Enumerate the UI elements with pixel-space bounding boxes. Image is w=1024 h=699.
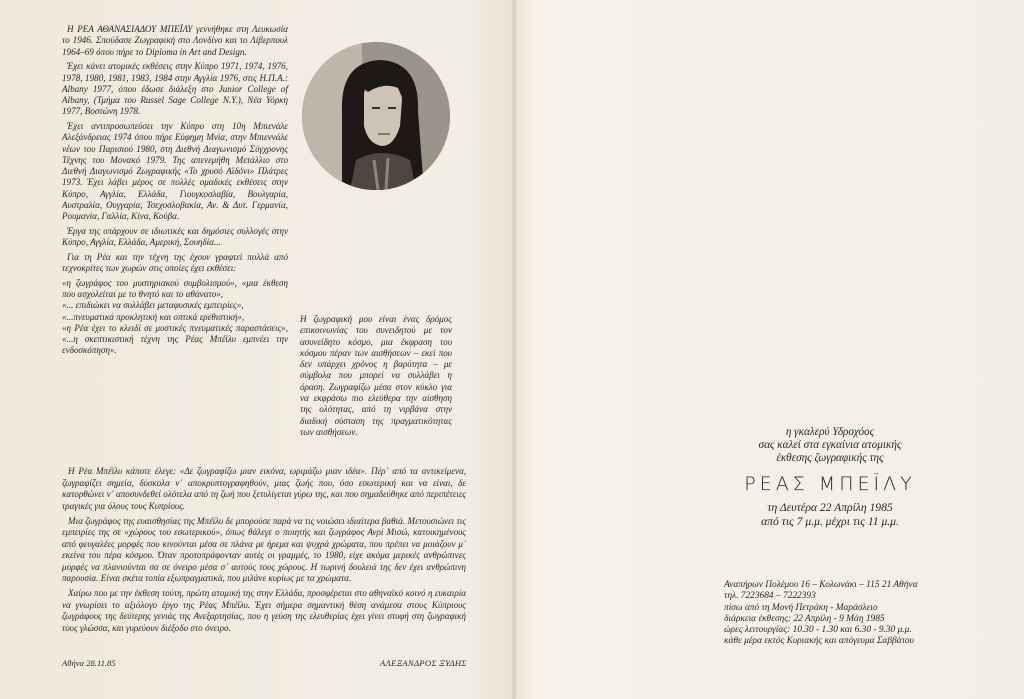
duration-line: διάρκεια έκθεσης: 22 Απρίλη - 9 Μάη 1985 [724,613,885,624]
address-line: Αναπήρων Πολέμου 16 – Κολωνάκι – 115 21 Αθήνα [724,580,918,590]
opening-date: τη Δευτέρα 22 Απρίλη 1985 [767,501,893,514]
days-line: κάθε μέρα εκτός Κυριακής και απόγευμα Σαββάτου [724,636,914,647]
essay-paragraph: Χαίρω που με την έκθεση τούτη, πρώτη ατομική της στην Ελλάδα, προσφέρεται στο αθηναϊκό κοινό η ευκαιρία να γνωρίσει το αξιόλογο έργο της Ρέας Μπέϊλυ. Έχει σήμερα σημαντική θέση ανάμεσα στους Κύπριους ζωγράφους της δεύτερης γενιάς της Ανεξαρτησίας, που η γεύση της ελευθερίας έχει γίνει στυφή στη ζωγραφική τους γλώσσα, και γυρεύουν διέξοδο στο όνειρο. [62,588,466,633]
gallery-address-block [724,580,974,648]
essay-paragraph: Μια ζωγράφος της ευαισθησίας της Μπέϊλυ δε μπορούσε παρά να τις νοιώσει ιδιαίτερα βαθιά. Μετουσιώνει τις εμπειρίες της σε «χώρους του εσωτερικού», όπως θάλεγε ο ποιητής και ζωγράφος Ανρί Μισώ, κατοικημένους από φευγαλέες μορφές που κινούνται μέσα σε πλάνα με ήρεμα και ψυχρά χρώματα, που πρέπει να μοιάζουν μ᾽ εκείνα του πέρα κόσμου. Όταν προτοπράφονταν αυτές οι γραμμές, το 1980, είχε ακόμα μερικές ανθρώπινες μορφές να πλανιούνται σα σε όνειρο μέσα σ᾽ αυτούς τους χώρους. Η τωρινή δουλειά της δεν έχει ανθρώπινη παρουσία. Είναι σκέτα τοπία εξωπραγματικά, που μιλάνε κυρίως με τα χρώματα. [62,515,466,583]
invitation-line: η γκαλερύ Υδροχόος [785,426,875,438]
invitation-line: σας καλεί στα εγκαίνια ατομικής [758,439,902,451]
page-fold [511,0,517,699]
phone-line: τηλ. 7223684 – 7222393 [724,591,816,602]
place-date: Αθήνα 28.11.85 [62,658,116,668]
directions-line: πίσω από τη Μονή Πετράκη - Μαράσλειο [724,602,878,613]
critic-quote: «...πνευματικά προκλητική και οπτικά ερεθιστική», [62,311,245,322]
bio-paragraph: Για τη Ρέα και την τέχνη της έχουν γραφτεί πολλά από τεχνοκρίτες των χωρών στις οποίες έχει εκθέσει: [62,251,288,273]
artist-statement: Η ζωγραφική μου είναι ένας δρόμος επικοινωνίας του συνειδητού με τον ασυνείδητο κόσμο, μια έκφραση του κόσμου πέραν των αισθήσεων – εκεί που δεν υπάρχει χρόνος η βαρύτητα – με σύμβολα που μπορεί να συλλάβει η όραση. Ζωγραφίζω μέσα στον κύκλο για να εκφράσω πιο ελεύθερα την αίσθηση της ολότητας, από τη νιρβάνα στην διαδική σύσταση της πραγματικότητας των αισθήσεων. [300,314,452,437]
essay-paragraph: Η Ρέα Μπέϊλυ κάποτε έλεγε: «Δε ζωγραφίζω μιαν εικόνα, ωριμάζω μιαν ιδέα». Πέρ᾽ από τα αντικείμενα, ζωγραφίζει σημεία, δύσκολα ν᾽ αποκρυπτογραφηθούν, μιας ζωής που, όσο εσωτερική και να είναι, δε κατορθώνει ν᾽ αποσυνδεθεί ολότελα από τη ζωή που ξετυλίγεται γύρω της, και που σημαδεύθηκε από περιπέτειες τραγικές για όλους τους Κυπρίους. [62,466,466,511]
invitation-line: έκθεσης ζωγραφικής της [776,452,884,464]
bio-paragraph: Έχει κάνει ατομικές εκθέσεις στην Κύπρο 1971, 1974, 1976, 1978, 1980, 1981, 1983, 1984 στην Αγγλία 1976, στις Η.Π.Α.: Albany 1977, όπου έδωσε διάλεξη στο Junior College of Albany, (Τμήμα του Russel Sage College N.Y.), Νέα Υόρκη 1977, Βοστώνη 1978. [62,61,288,117]
essay-author: ΑΛΕΞΑΝΔΡΟΣ ΞΥΔΗΣ [380,658,467,668]
artist-biography [62,24,288,357]
bio-paragraph: Η ΡΕΑ ΑΘΑΝΑΣΙΑΔΟΥ ΜΠΕΪΛΥ γεννήθηκε στη Λευκωσία το 1946. Σπούδασε Ζωγραφική στο Λονδίνο και το Λίβερπουλ 1964–69 όπου πήρε το Diploma in Art and Design. [62,24,288,57]
critic-quote: «... επιδιώκει να συλλάβει μεταφυσικές εμπειρίες», [62,300,244,311]
opening-hours: από τις 7 μ.μ. μέχρι τις 11 μ.μ. [761,515,899,528]
critic-quote: «η Ρέα έχει το κλειδί σε μυστικές πνευματικές παραστάσεις», «...η σκεπτικιστική τέχνη της Ρέας Μπέϊλυ εμπνέει την ενδοσκόπηση». [62,322,288,356]
critic-essay [62,466,466,638]
invitation-block [700,426,960,529]
critic-quote: «η ζωγράφος του μυστηριακού συμβολισμού», «μια έκθεση που ασχολείται με το θνητό και το αθάνατο», [62,277,288,299]
bio-paragraph: Έργα της υπάρχουν σε ιδιωτικές και δημόσιες συλλογές στην Κύπρο, Αγγλία, Ελλάδα, Αμερική, Σουηδία... [62,225,288,247]
artist-portrait-photo [302,42,450,190]
hours-line: ώρες λειτουργίας: 10.30 - 1.30 και 6.30 - 9.30 μ.μ. [724,625,912,636]
bio-paragraph: Έχει αντιπροσωπεύσει την Κύπρο στη 10η Μπιενάλε Αλεξάνδρειας 1974 όπου πήρε Εύφημη Μνία, στην Μπιεννάλε νέων του Παρισιού 1980, στη Διεθνή Διαγωνισμό Σύγχρονης Τέχνης του Μονακό 1979. Της απενεμήθη Μετάλλιο στο Διεθνή Διαγωνισμό Ζωγραφικής «Το χρυσό Αϊδόνι» Πλάτρες 1973. Έχει λάβει μέρος σε πολλές ομαδικές εκθέσεις στην Κύπρο, Αγγλία, Ελλάδα, Γιουγκοσλαβία, Βουλγαρία, Αυστραλία, Ουγγαρία, Τσεχοσλοβακία, Αν. & Δυτ. Γερμανία, Ρουμανία, Γαλλία, Κίνα, Κούβα. [62,121,288,221]
artist-name-title: ΡΕΑΣ ΜΠΕΪΛΥ [744,473,916,495]
